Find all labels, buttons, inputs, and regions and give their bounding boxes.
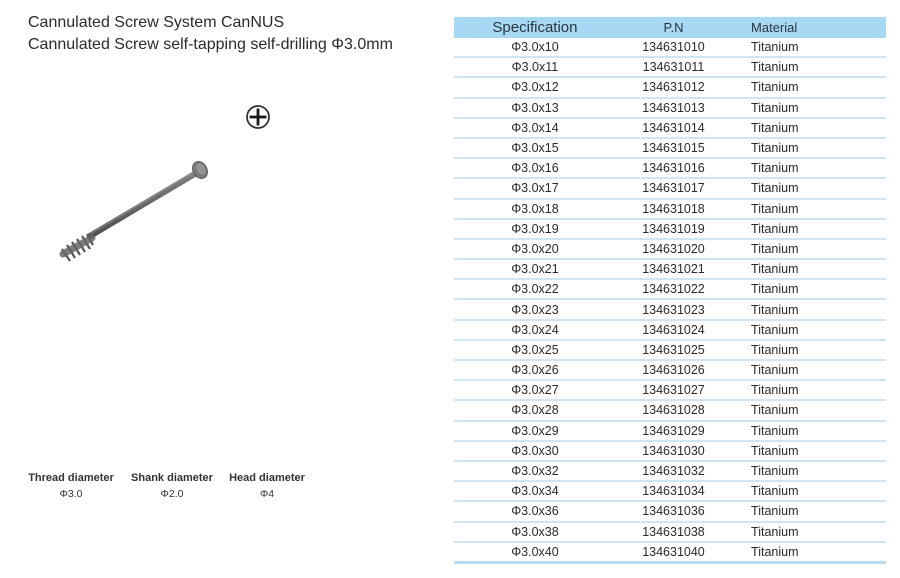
table-row: [454, 199, 886, 219]
table-row: [454, 138, 886, 158]
cell-specification: Φ3.0x34: [454, 481, 616, 501]
cell-material: Titanium: [731, 259, 886, 279]
dimension-specs: [22, 470, 310, 502]
table-row: [454, 219, 886, 239]
shank-diameter-value: Φ2.0: [160, 488, 184, 500]
table-row: [454, 57, 886, 77]
table-row: [454, 461, 886, 481]
table-body: [454, 38, 886, 562]
cell-specification: Φ3.0x17: [454, 178, 616, 198]
cell-material: Titanium: [731, 441, 886, 461]
cell-part-number: 134631011: [616, 57, 731, 77]
cell-part-number: 134631021: [616, 259, 731, 279]
column-header-material: Material: [731, 17, 886, 38]
cell-part-number: 134631026: [616, 360, 731, 380]
cell-specification: Φ3.0x19: [454, 219, 616, 239]
cell-part-number: 134631022: [616, 279, 731, 299]
cell-part-number: 134631025: [616, 340, 731, 360]
cell-specification: Φ3.0x13: [454, 98, 616, 118]
thread-diameter: [22, 470, 120, 502]
cell-part-number: 134631032: [616, 461, 731, 481]
cell-material: Titanium: [731, 421, 886, 441]
table-row: [454, 522, 886, 542]
cell-part-number: 134631034: [616, 481, 731, 501]
table-row: [454, 501, 886, 521]
table-row: [454, 259, 886, 279]
cell-part-number: 134631019: [616, 219, 731, 239]
head-diameter-label: Head diameter: [229, 472, 305, 484]
table-row: [454, 38, 886, 57]
table-row: [454, 158, 886, 178]
cell-material: Titanium: [731, 380, 886, 400]
shank-diameter-label: Shank diameter: [131, 472, 213, 484]
title-block: [28, 12, 393, 56]
cell-material: Titanium: [731, 118, 886, 138]
cell-specification: Φ3.0x29: [454, 421, 616, 441]
cell-material: Titanium: [731, 400, 886, 420]
cell-material: Titanium: [731, 542, 886, 563]
cannulated-screw-image: [50, 150, 220, 270]
table-row: [454, 360, 886, 380]
thread-diameter-label: Thread diameter: [28, 472, 114, 484]
cell-material: Titanium: [731, 522, 886, 542]
cell-part-number: 134631016: [616, 158, 731, 178]
cell-part-number: 134631015: [616, 138, 731, 158]
cell-specification: Φ3.0x20: [454, 239, 616, 259]
table-row: [454, 299, 886, 319]
cell-specification: Φ3.0x40: [454, 542, 616, 563]
cell-material: Titanium: [731, 239, 886, 259]
table-row: [454, 400, 886, 420]
cell-part-number: 134631017: [616, 178, 731, 198]
cell-specification: Φ3.0x32: [454, 461, 616, 481]
table-row: [454, 320, 886, 340]
table-row: [454, 542, 886, 563]
cell-part-number: 134631023: [616, 299, 731, 319]
cell-material: Titanium: [731, 340, 886, 360]
cell-material: Titanium: [731, 98, 886, 118]
head-diameter: [224, 470, 310, 502]
cell-specification: Φ3.0x12: [454, 77, 616, 97]
table-row: [454, 340, 886, 360]
thread-diameter-value: Φ3.0: [59, 488, 83, 500]
cell-part-number: 134631024: [616, 320, 731, 340]
cell-part-number: 134631040: [616, 542, 731, 563]
cruciform-drive-icon: [245, 104, 271, 130]
specification-table: [454, 17, 886, 564]
cell-material: Titanium: [731, 501, 886, 521]
cell-part-number: 134631036: [616, 501, 731, 521]
table-row: [454, 279, 886, 299]
cell-part-number: 134631020: [616, 239, 731, 259]
cell-material: Titanium: [731, 461, 886, 481]
cell-material: Titanium: [731, 178, 886, 198]
cell-specification: Φ3.0x22: [454, 279, 616, 299]
cell-part-number: 134631028: [616, 400, 731, 420]
cell-material: Titanium: [731, 38, 886, 57]
cell-part-number: 134631038: [616, 522, 731, 542]
cell-part-number: 134631012: [616, 77, 731, 97]
cell-specification: Φ3.0x23: [454, 299, 616, 319]
cell-part-number: 134631014: [616, 118, 731, 138]
column-header-part-number: P.N: [616, 17, 731, 38]
table-row: [454, 118, 886, 138]
table-row: [454, 77, 886, 97]
cell-part-number: 134631018: [616, 199, 731, 219]
head-diameter-value: Φ4: [259, 488, 275, 500]
cell-material: Titanium: [731, 77, 886, 97]
cell-part-number: 134631030: [616, 441, 731, 461]
cell-material: Titanium: [731, 158, 886, 178]
table-row: [454, 380, 886, 400]
cell-specification: Φ3.0x27: [454, 380, 616, 400]
table-row: [454, 239, 886, 259]
cell-material: Titanium: [731, 138, 886, 158]
cell-material: Titanium: [731, 57, 886, 77]
cell-specification: Φ3.0x38: [454, 522, 616, 542]
cell-specification: Φ3.0x21: [454, 259, 616, 279]
cell-material: Titanium: [731, 299, 886, 319]
cell-material: Titanium: [731, 481, 886, 501]
cell-material: Titanium: [731, 219, 886, 239]
cell-specification: Φ3.0x11: [454, 57, 616, 77]
cell-specification: Φ3.0x10: [454, 38, 616, 57]
cell-part-number: 134631010: [616, 38, 731, 57]
cell-material: Titanium: [731, 279, 886, 299]
table-header-row: [454, 17, 886, 38]
cell-specification: Φ3.0x25: [454, 340, 616, 360]
cell-specification: Φ3.0x26: [454, 360, 616, 380]
cell-part-number: 134631013: [616, 98, 731, 118]
cell-specification: Φ3.0x15: [454, 138, 616, 158]
table-row: [454, 421, 886, 441]
cell-specification: Φ3.0x36: [454, 501, 616, 521]
table-row: [454, 481, 886, 501]
cell-specification: Φ3.0x30: [454, 441, 616, 461]
cell-specification: Φ3.0x18: [454, 199, 616, 219]
cell-part-number: 134631027: [616, 380, 731, 400]
table-row: [454, 178, 886, 198]
cell-material: Titanium: [731, 360, 886, 380]
table-row: [454, 98, 886, 118]
product-subtitle: Cannulated Screw self-tapping self-drilling Φ3.0mm: [28, 36, 393, 53]
cell-part-number: 134631029: [616, 421, 731, 441]
shank-diameter: [120, 470, 224, 502]
cell-material: Titanium: [731, 199, 886, 219]
product-system-title: Cannulated Screw System CanNUS: [28, 14, 285, 31]
table-row: [454, 441, 886, 461]
cell-specification: Φ3.0x24: [454, 320, 616, 340]
cell-specification: Φ3.0x14: [454, 118, 616, 138]
cell-specification: Φ3.0x28: [454, 400, 616, 420]
cell-material: Titanium: [731, 320, 886, 340]
cell-specification: Φ3.0x16: [454, 158, 616, 178]
column-header-specification: Specification: [454, 17, 616, 38]
